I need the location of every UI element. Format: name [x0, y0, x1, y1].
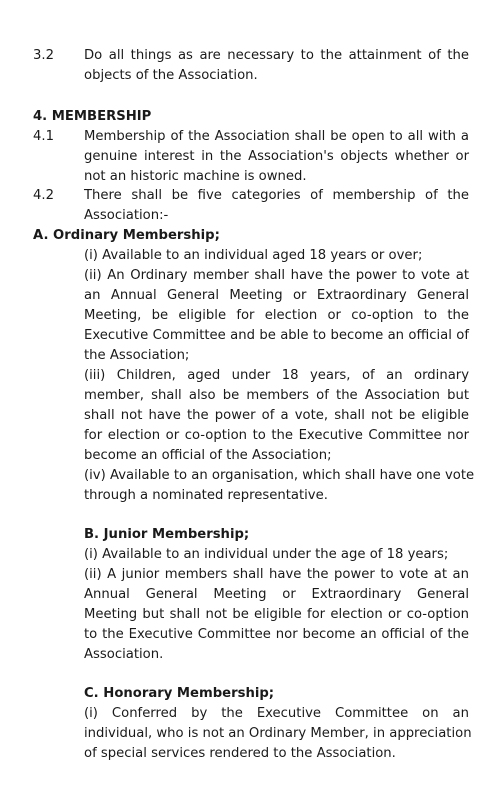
clause-number: 3.2 [33, 48, 54, 63]
text-line: (ii) A junior members shall have the power to vote at an [84, 567, 469, 582]
text-line: (i) Available to an individual aged 18 years or over; [84, 248, 423, 263]
text-line: not an historic machine is owned. [84, 169, 307, 184]
text-line: shall not have the power of a vote, shall not be eligible [84, 408, 469, 423]
clause-text [84, 46, 469, 86]
category-body [84, 246, 475, 506]
text-line: of special services rendered to the Association. [84, 746, 396, 761]
text-line: Association. [84, 647, 164, 662]
text-line: (iii) Children, aged under 18 years, of an ordinary [84, 368, 469, 383]
text-line: (ii) An Ordinary member shall have the power to vote at [84, 268, 469, 283]
text-line: Meeting but shall not be eligible for election or co-option [84, 607, 469, 622]
category-heading-junior: B. Junior Membership; [84, 527, 250, 542]
clause-text [84, 127, 469, 187]
text-line: individual, who is not an Ordinary Member, in appreciation [84, 726, 472, 741]
text-line: genuine interest in the Association's objects whether or [84, 149, 469, 164]
text-line: (i) Available to an individual under the age of 18 years; [84, 547, 449, 562]
category-heading-ordinary: A. Ordinary Membership; [33, 228, 220, 243]
text-line: (i) Conferred by the Executive Committee on an [84, 706, 469, 721]
text-line: There shall be five categories of membership of the [84, 188, 469, 203]
text-line: member, shall also be members of the Association but [84, 388, 469, 403]
text-line: become an official of the Association; [84, 448, 332, 463]
category-body [84, 545, 469, 665]
text-line: through a nominated representative. [84, 488, 328, 503]
text-line: Meeting, be eligible for election or co-option to the [84, 308, 469, 323]
text-line: (iv) Available to an organisation, which shall have one vote [84, 468, 475, 483]
clause-number: 4.2 [33, 188, 54, 203]
category-heading-honorary: C. Honorary Membership; [84, 686, 275, 701]
clause-text [84, 186, 469, 226]
text-line: for election or co-option to the Executive Committee nor [84, 428, 469, 443]
text-line: the Association; [84, 348, 190, 363]
text-line: to the Executive Committee nor become an official of the [84, 627, 469, 642]
text-line: Executive Committee and be able to become an official of [84, 328, 469, 343]
clause-number: 4.1 [33, 129, 54, 144]
text-line: Membership of the Association shall be open to all with a [84, 129, 469, 144]
category-body [84, 704, 472, 764]
text-line: Association:- [84, 208, 169, 223]
text-line: Annual General Meeting or Extraordinary General [84, 587, 469, 602]
text-line: Do all things as are necessary to the attainment of the [84, 48, 469, 63]
text-line: objects of the Association. [84, 68, 258, 83]
section-heading-membership: 4. MEMBERSHIP [33, 109, 152, 124]
text-line: an Annual General Meeting or Extraordinary General [84, 288, 469, 303]
